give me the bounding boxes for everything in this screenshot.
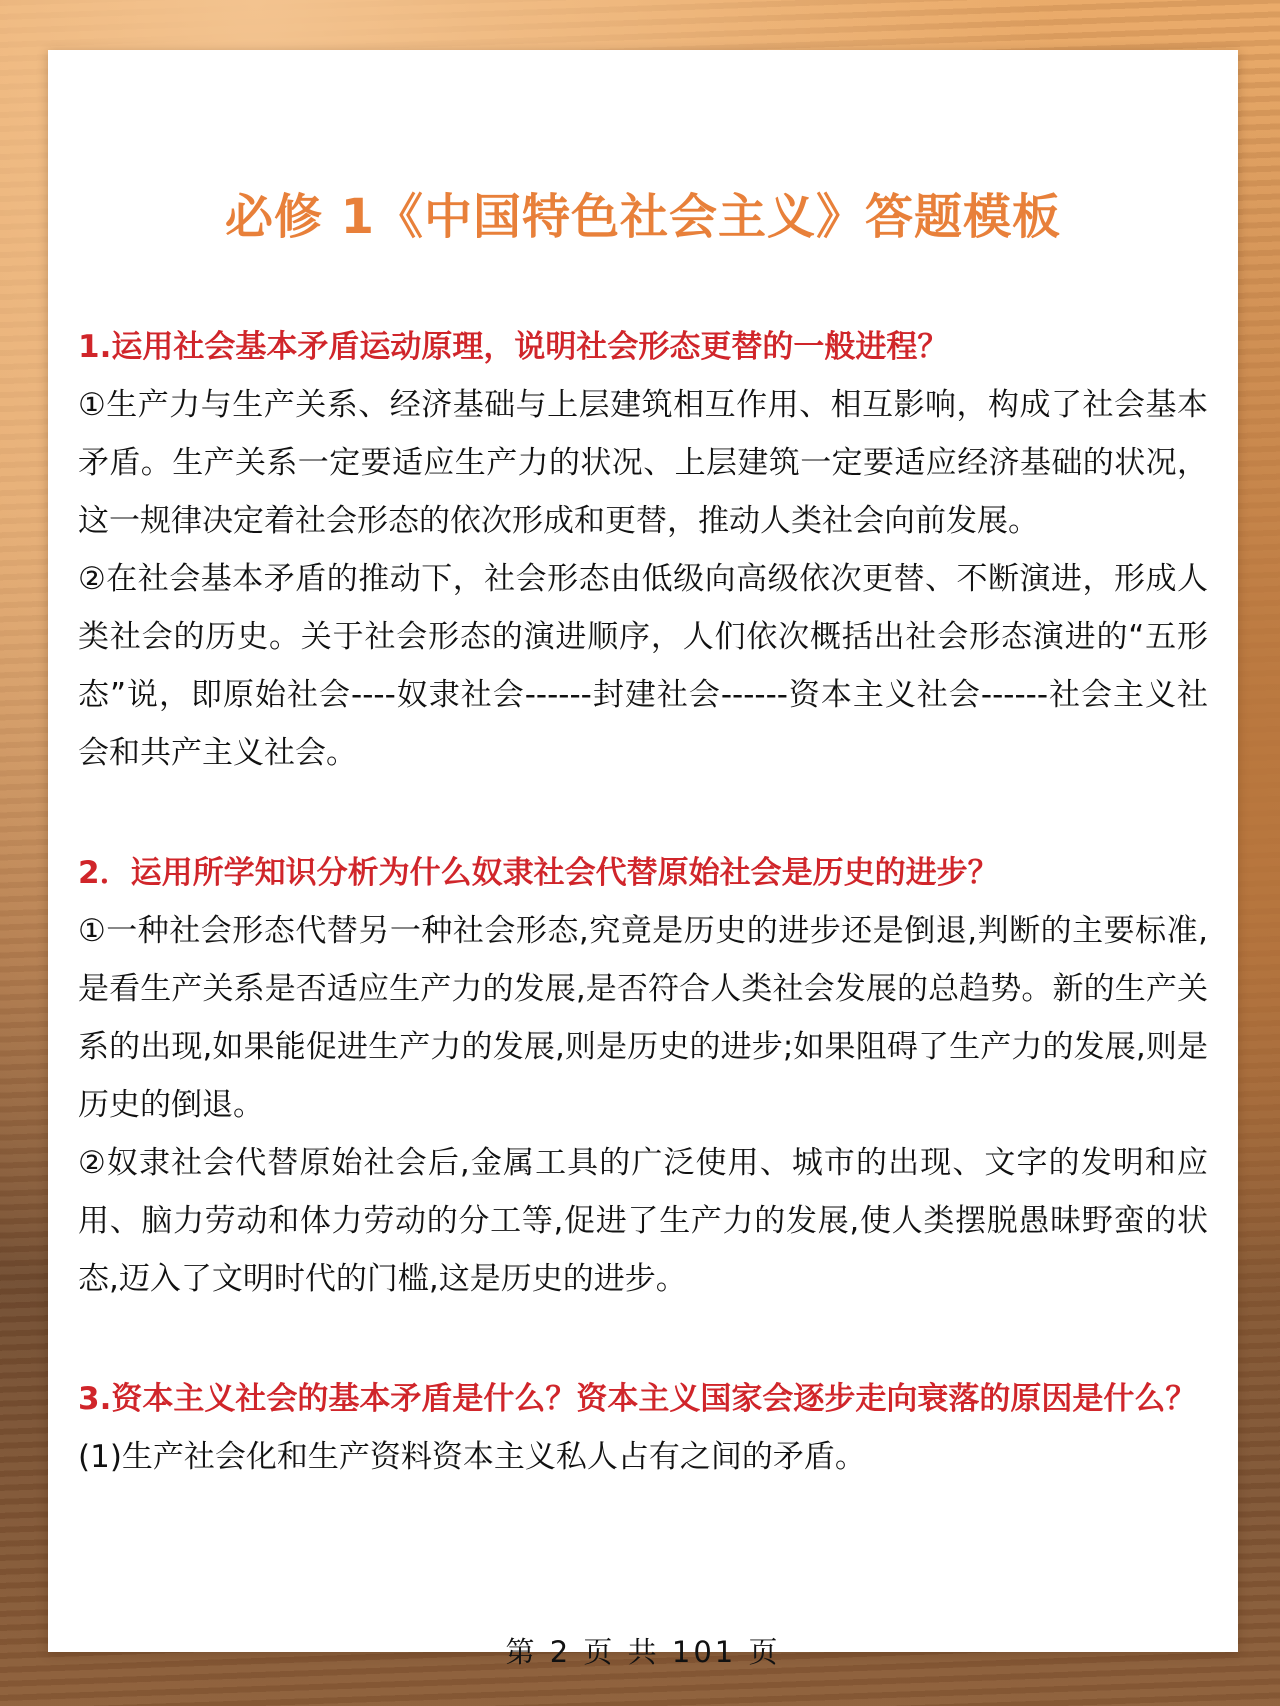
page-number: 第 2 页 共 101 页 [505, 1635, 781, 1669]
document-title: 必修 1《中国特色社会主义》答题模板 [224, 189, 1062, 245]
section-spacer [78, 1308, 1208, 1370]
question-heading: 1.运用社会基本矛盾运动原理，说明社会形态更替的一般进程？ [78, 329, 949, 365]
section-1 [78, 318, 1208, 782]
section-3 [78, 1370, 1208, 1486]
section-2 [78, 844, 1208, 1308]
answer-paragraph: ②在社会基本矛盾的推动下，社会形态由低级向高级依次更替、不断演进，形成人类社会的历史。关于社会形态的演进顺序，人们依次概括出社会形态演进的“五形态”说，即原始社会----奴隶社会------封建社会------资本主义社会------社会主义社会和共产主义社会。 [78, 561, 1208, 771]
document-body [78, 318, 1208, 1486]
answer-paragraph: ①一种社会形态代替另一种社会形态,究竟是历史的进步还是倒退,判断的主要标准,是看生产关系是否适应生产力的发展,是否符合人类社会发展的总趋势。新的生产关系的出现,如果能促进生产力的发展,则是历史的进步;如果阻碍了生产力的发展,则是历史的倒退。 [78, 913, 1208, 1123]
answer-paragraph: ②奴隶社会代替原始社会后,金属工具的广泛使用、城市的出现、文字的发明和应用、脑力劳动和体力劳动的分工等,促进了生产力的发展,使人类摆脱愚昧野蛮的状态,迈入了文明时代的门槛,这是历史的进步。 [78, 1145, 1208, 1297]
section-spacer [78, 782, 1208, 844]
answer-paragraph: ①生产力与生产关系、经济基础与上层建筑相互作用、相互影响，构成了社会基本矛盾。生产关系一定要适应生产力的状况、上层建筑一定要适应经济基础的状况，这一规律决定着社会形态的依次形成和更替，推动人类社会向前发展。 [78, 387, 1208, 539]
question-heading: 3.资本主义社会的基本矛盾是什么？资本主义国家会逐步走向衰落的原因是什么？ [78, 1381, 1197, 1417]
question-heading: 2．运用所学知识分析为什么奴隶社会代替原始社会是历史的进步？ [78, 855, 999, 891]
answer-paragraph: (1)生产社会化和生产资料资本主义私人占有之间的矛盾。 [78, 1439, 866, 1475]
document-page [48, 50, 1238, 1669]
